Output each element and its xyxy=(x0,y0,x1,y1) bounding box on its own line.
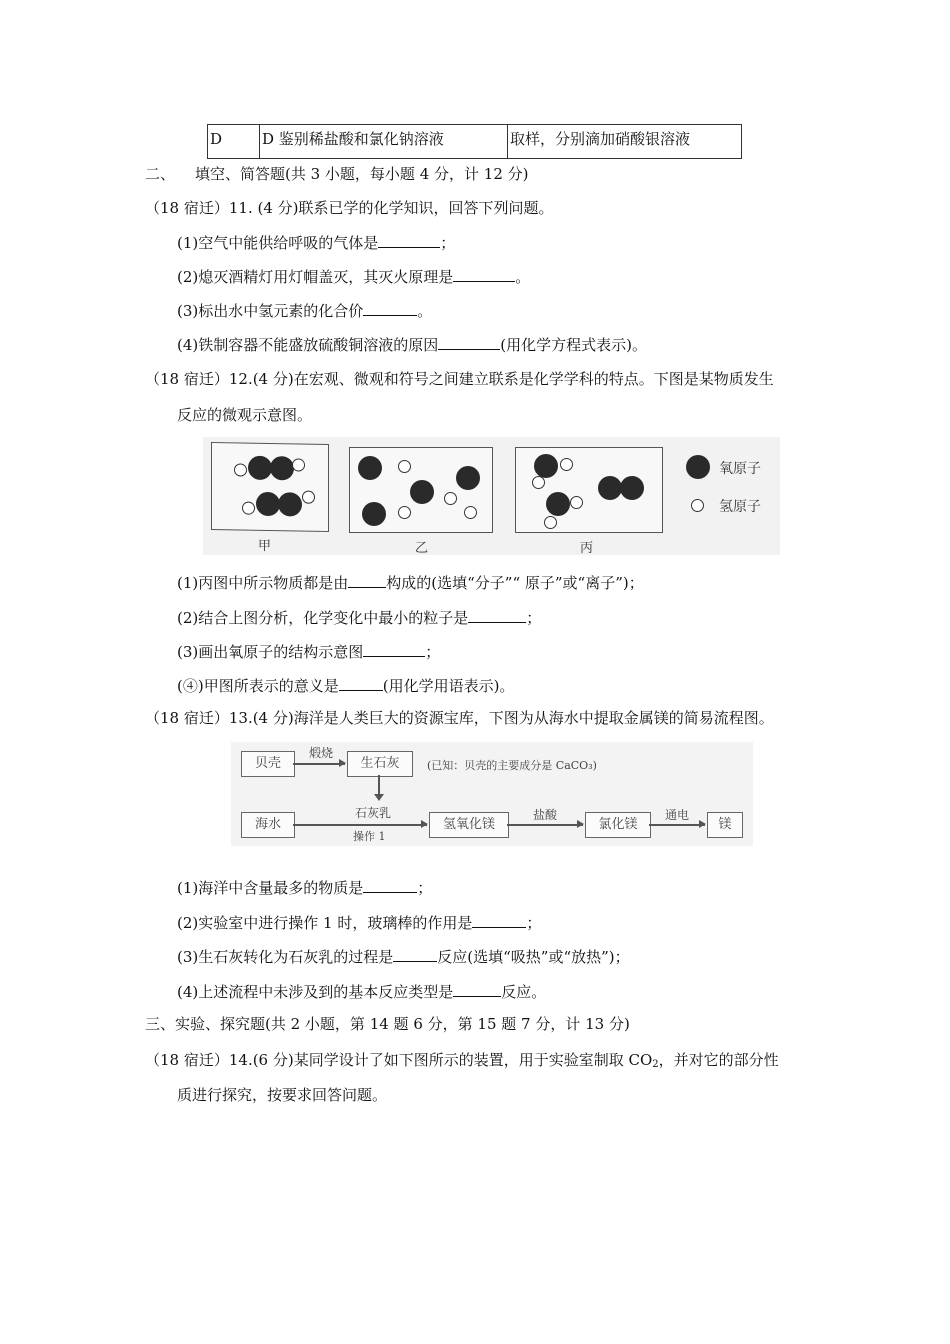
flow-arrow xyxy=(649,824,705,826)
hydrogen-atom xyxy=(560,458,573,471)
answer-table-row xyxy=(207,124,742,159)
q13-part3: (3)生石灰转化为石灰乳的过程是 反应(选填“吸热”或“放热”)； xyxy=(177,948,630,966)
oxygen-atom xyxy=(358,456,382,480)
hydrogen-atom xyxy=(234,463,247,476)
q11-part3: (3)标出水中氢元素的化合价 。 xyxy=(177,302,433,320)
answer-blank xyxy=(363,877,417,893)
oxygen-atom xyxy=(362,502,386,526)
table-cell-option: D xyxy=(208,125,260,158)
q14-stem-line1: （18 宿迁）14.(6 分)某同学设计了如下图所示的装置，用于实验室制取 $CO_2$，并对它的部分性 xyxy=(145,1051,779,1070)
oxygen-atom xyxy=(620,476,644,500)
hydrogen-atom xyxy=(242,502,255,515)
arrow-head-icon xyxy=(374,794,384,801)
q14-stem-line2: 质进行探究，按要求回答问题。 xyxy=(177,1086,388,1104)
q13-stem: （18 宿迁）13.(4 分)海洋是人类巨大的资源宝库，下图为从海水中提取金属镁的简易流程图。 xyxy=(145,709,774,727)
section-2-title: 填空、简答题(共 3 小题，每小题 4 分，计 12 分) xyxy=(195,165,529,183)
answer-blank xyxy=(472,912,526,928)
oxygen-atom xyxy=(256,492,280,516)
flow-note: (已知：贝壳的主要成分是 CaCO₃) xyxy=(427,759,597,772)
q12-part3: (3)画出氧原子的结构示意图 ； xyxy=(177,643,441,661)
q12-part4: (④)甲图所表示的意义是 (用化学用语表示)。 xyxy=(177,677,515,695)
q12-stem-line2: 反应的微观示意图。 xyxy=(177,406,313,424)
answer-blank xyxy=(363,300,417,316)
hydrogen-atom xyxy=(532,476,545,489)
table-cell-purpose: D 鉴别稀盐酸和氯化钠溶液 xyxy=(260,125,508,158)
flow-label-calcine: 煅烧 xyxy=(309,746,334,760)
oxygen-atom xyxy=(410,480,434,504)
answer-blank xyxy=(339,675,383,691)
hydrogen-atom xyxy=(544,516,557,529)
answer-blank xyxy=(393,946,437,962)
answer-blank xyxy=(453,266,515,282)
answer-blank xyxy=(348,572,386,588)
q11-part2: (2)熄灭酒精灯用灯帽盖灭，其灭火原理是 。 xyxy=(177,268,531,286)
panel-jia xyxy=(211,442,329,532)
oxygen-atom xyxy=(546,492,570,516)
panel-yi xyxy=(349,447,493,533)
oxygen-atom xyxy=(248,456,272,480)
panel-label-jia: 甲 xyxy=(258,539,272,554)
flow-box-seawater: 海水 xyxy=(241,812,295,838)
q13-part2: (2)实验室中进行操作 1 时，玻璃棒的作用是 ； xyxy=(177,914,542,932)
panel-label-yi: 乙 xyxy=(415,541,429,556)
flow-box-magnesium: 镁 xyxy=(707,812,743,838)
legend-oxygen-label: 氧原子 xyxy=(719,461,761,477)
answer-blank xyxy=(453,981,501,997)
answer-blank xyxy=(468,607,526,623)
q12-stem-line1: （18 宿迁）12.(4 分)在宏观、微观和符号之间建立联系是化学学科的特点。下图是某物质发生 xyxy=(145,370,774,388)
hydrogen-atom xyxy=(398,460,411,473)
q11-part1: (1)空气中能供给呼吸的气体是 ； xyxy=(177,234,456,252)
flow-box-mg-hydroxide: 氢氧化镁 xyxy=(429,812,509,838)
flow-box-mg-chloride: 氯化镁 xyxy=(585,812,651,838)
q11-stem: （18 宿迁）11. (4 分)联系已学的化学知识，回答下列问题。 xyxy=(145,199,554,217)
section-2-number: 二、 xyxy=(145,165,176,183)
flow-box-quicklime: 生石灰 xyxy=(347,751,413,777)
microscopic-reaction-figure xyxy=(203,437,780,555)
answer-blank xyxy=(363,641,425,657)
q12-part1: (1)丙图中所示物质都是由 构成的(选填“分子”“ 原子”或“离子”)； xyxy=(177,574,644,592)
table-cell-method: 取样，分别滴加硝酸银溶液 xyxy=(510,130,691,148)
q13-part4: (4)上述流程中未涉及到的基本反应类型是 反应。 xyxy=(177,983,547,1001)
panel-label-bing: 丙 xyxy=(580,541,594,556)
section-3-title: 三、实验、探究题(共 2 小题，第 14 题 6 分，第 15 题 7 分，计 13 分) xyxy=(145,1015,630,1033)
q11-part4: (4)铁制容器不能盛放硫酸铜溶液的原因 (用化学方程式表示)。 xyxy=(177,336,647,354)
panel-bing xyxy=(515,447,663,533)
legend-oxygen-icon xyxy=(686,455,710,479)
hydrogen-atom xyxy=(292,458,305,471)
oxygen-atom xyxy=(456,466,480,490)
hydrogen-atom xyxy=(464,506,477,519)
oxygen-atom xyxy=(270,456,294,480)
answer-blank xyxy=(378,232,440,248)
flow-label-hcl: 盐酸 xyxy=(533,808,558,822)
q12-part2: (2)结合上图分析，化学变化中最小的粒子是 ； xyxy=(177,609,542,627)
flow-arrow-down xyxy=(378,775,380,795)
flow-arrow xyxy=(507,824,583,826)
hydrogen-atom xyxy=(570,496,583,509)
oxygen-atom xyxy=(278,492,302,516)
flow-box-shell: 贝壳 xyxy=(241,751,295,777)
hydrogen-atom xyxy=(444,492,457,505)
legend-hydrogen-label: 氢原子 xyxy=(719,499,761,515)
legend-hydrogen-icon xyxy=(691,499,704,512)
flow-label-limewater: 石灰乳 xyxy=(355,806,392,820)
oxygen-atom xyxy=(598,476,622,500)
flow-label-electrolysis: 通电 xyxy=(665,808,690,822)
flow-label-operation1: 操作 1 xyxy=(353,830,386,843)
magnesium-extraction-flowchart xyxy=(231,742,753,846)
hydrogen-atom xyxy=(302,491,315,504)
flow-arrow xyxy=(293,824,427,826)
q13-part1: (1)海洋中含量最多的物质是 ； xyxy=(177,879,433,897)
answer-blank xyxy=(438,334,500,350)
oxygen-atom xyxy=(534,454,558,478)
flow-arrow xyxy=(293,763,345,765)
hydrogen-atom xyxy=(398,506,411,519)
